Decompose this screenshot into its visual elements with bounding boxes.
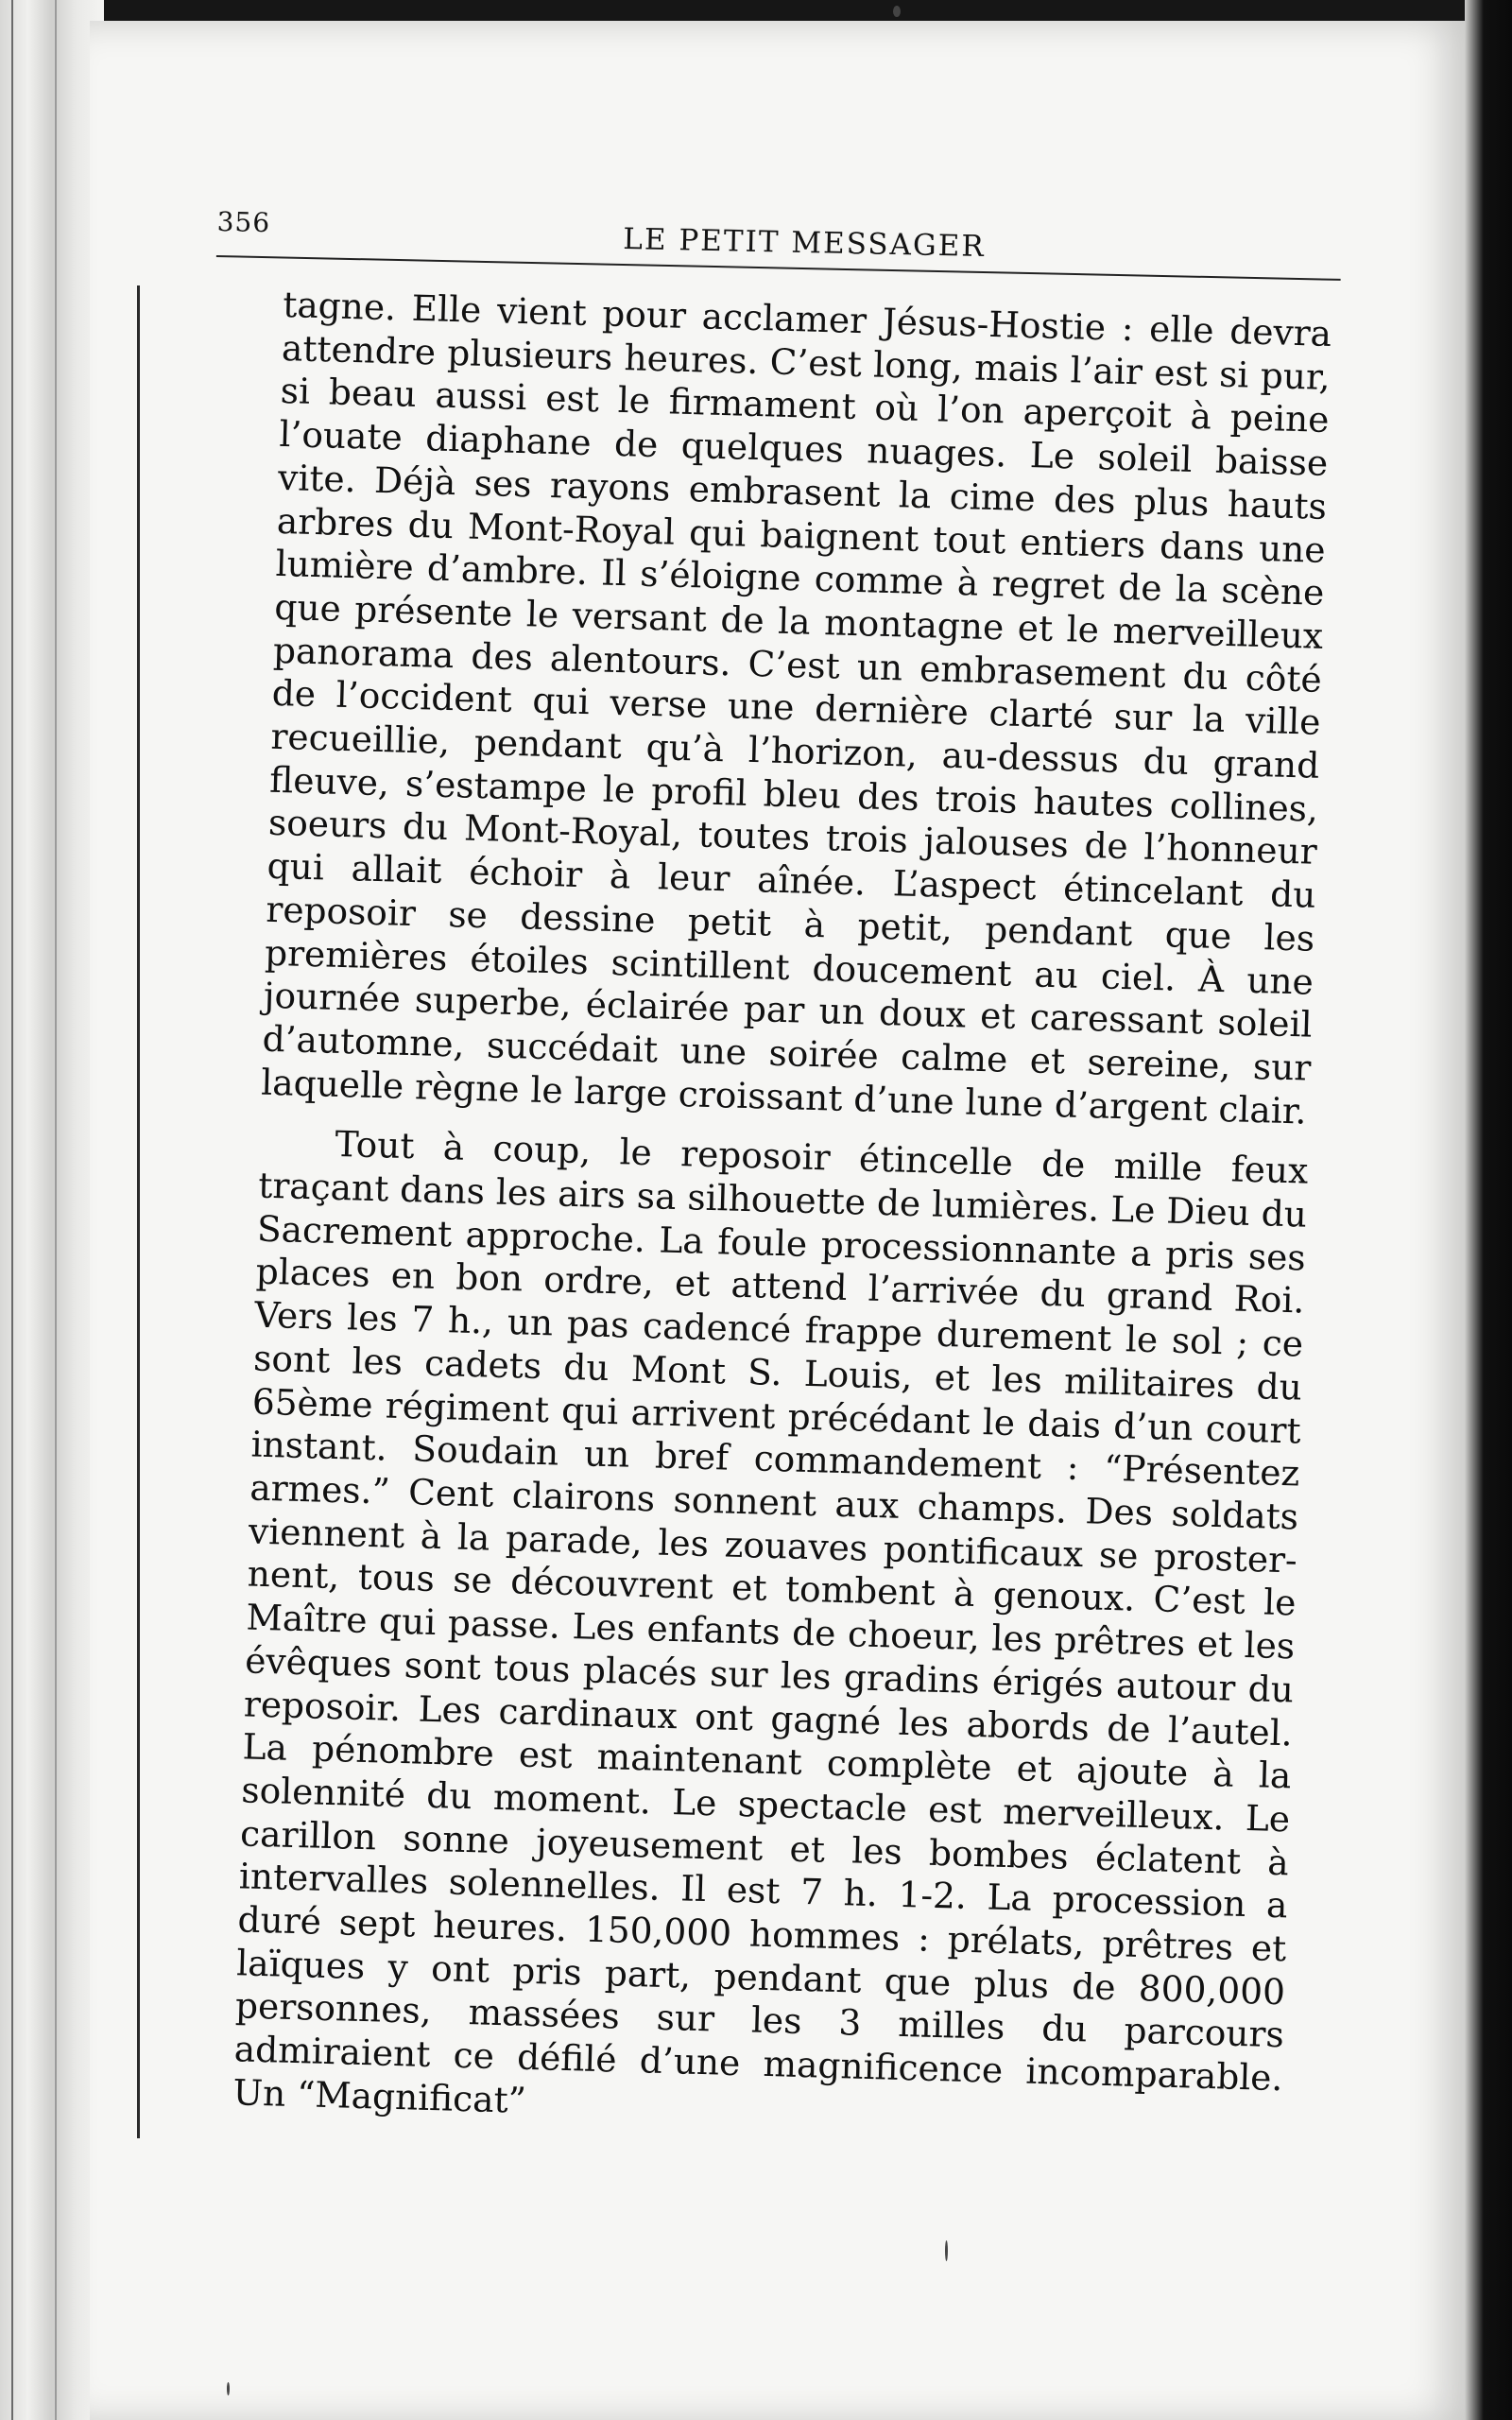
- spine-line: [55, 0, 57, 2420]
- body-text: [232, 284, 1332, 2144]
- page-right-edge: [1465, 0, 1512, 2420]
- running-title: LE PETIT MESSAGER: [622, 222, 987, 265]
- book-spine-edge: [0, 0, 104, 2420]
- print-speck: [945, 2240, 948, 2261]
- print-speck: [227, 2382, 230, 2395]
- print-speck: [893, 6, 901, 17]
- paragraph: Tout à coup, le reposoir étincelle de mille feux traçant dans les airs sa silhouette de lumières. Le Dieu du Sacrement approche. La foule processionnante a pris ses places en bon ordre, et attend l’arrivée du grand Roi. Vers les 7 h., un pas cadencé frappe durement le sol ; ce sont les cadets du Mont S. Louis, et les militaires du 65ème régiment qui arrivent précédant le dais d’un court instant. Soudain un bref commandement : “Présentez armes.” Cent clairons sonnent aux champs. Des soldats viennent à la parade, les zouaves pontificaux se prosternent, tous se découvrent et tombent à genoux. C’est le Maître qui passe. Les enfants de choeur, les prêtres et les évêques sont tous placés sur les gradins érigés autour du reposoir. Les cardinaux ont gagné les abords de l’autel. La pénombre est maintenant complète et ajoute à la solennité du moment. Le spectacle est merveilleux. Le carillon sonne joyeusement et les bombes éclatent à intervalles solennelles. Il est 7 h. 1-2. La procession a duré sept heures. 150,000 hommes : prélats, prêtres et laïques y ont pris part, pendant que plus de 800,000 personnes, massées sur les 3 milles du parcours admiraient ce défilé d’une magnificence incomparable. Un “Magnificat”: [232, 1123, 1309, 2121]
- page-margin-rule: [137, 285, 140, 2138]
- page-number: 356: [216, 206, 271, 239]
- spine-line: [11, 0, 13, 2420]
- paragraph: tagne. Elle vient pour acclamer Jésus-Hostie : elle devra attendre plusieurs heures. C’est long, mais l’air est si pur, si beau aussi est le firmament où l’on aperçoit à peine l’ouate diaphane de quelques nuages. Le soleil baisse vite. Déjà ses rayons embrasent la cime des plus hauts arbres du Mont-Royal qui baignent tout entiers dans une lumière d’ambre. Il s’éloigne comme à regret de la scène que présente le versant de la montagne et le merveilleux panorama des alentours. C’est un embrasement du côté de l’occident qui verse une dernière clarté sur la ville recueillie, pendant qu’à l’horizon, au-dessus du grand fleuve, s’estampe le profil bleu des trois hautes collines, soeurs du Mont-Royal, toutes trois jalouses de l’honneur qui allait échoir à leur aînée. L’aspect étincelant du reposoir se dessine petit à petit, pendant que les premières étoiles scintillent doucement au ciel. À une journée superbe, éclairée par un doux et caressant soleil d’automne, succédait une soirée calme et sereine, sur laquelle règne le large croissant d’une lune d’argent clair.: [260, 284, 1332, 1132]
